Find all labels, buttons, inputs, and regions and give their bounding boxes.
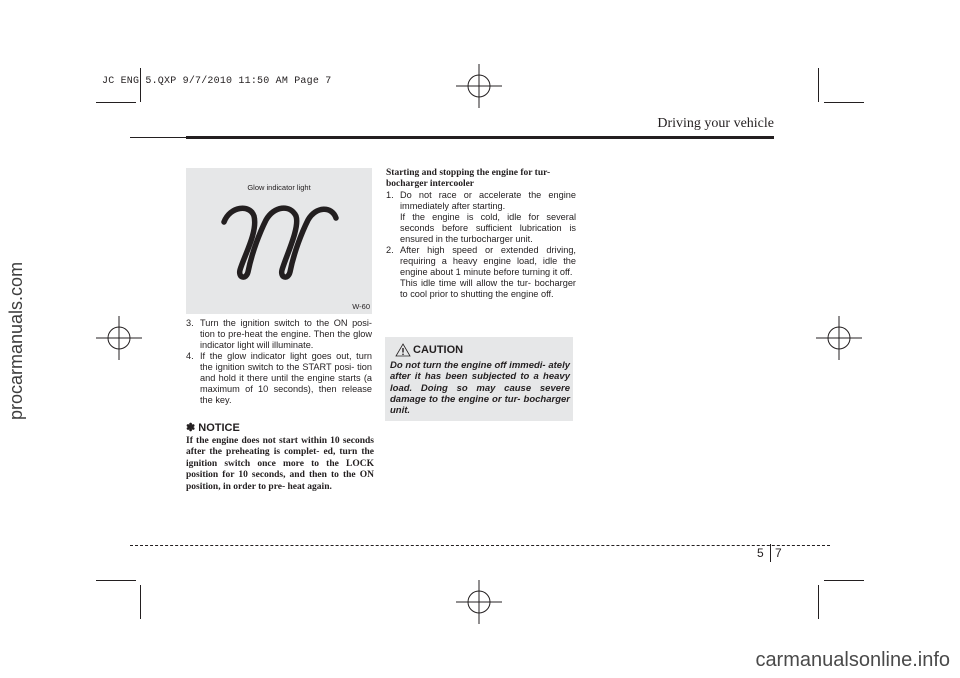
list-item: [386, 245, 576, 278]
registration-mark-right: [816, 316, 862, 360]
crop-mark: [824, 102, 864, 103]
page-in-chapter: 7: [775, 546, 782, 560]
header-rule: [186, 136, 774, 139]
page-number: [757, 546, 764, 560]
figure-caption: Glow indicator light: [247, 183, 311, 192]
list-item: [186, 318, 372, 351]
section-title: Driving your vehicle: [657, 116, 774, 131]
step-text: After high speed or extended driving, requiring a heavy engine load, idle the engine about 1 minute before turning it off.: [400, 245, 576, 277]
registration-mark-left: [96, 316, 142, 360]
glow-plug-coil-icon: [216, 202, 342, 282]
caution-body: Do not turn the engine off immedi- ately after it has been subjected to a heavy load. Doing so may cause severe damage to the engine or tur- bocharger unit.: [390, 360, 570, 417]
footer-dashed-rule: [130, 545, 830, 546]
caution-title: CAUTION: [413, 344, 464, 356]
right-section-heading: Starting and stopping the engine for tur- bocharger intercooler: [386, 168, 551, 189]
crop-mark: [818, 68, 819, 102]
registration-mark-top: [456, 64, 502, 108]
step-number: 1.: [386, 190, 394, 200]
list-item: [186, 351, 372, 406]
crop-mark: [824, 580, 864, 581]
step-subtext: This idle time will allow the tur- bocharger to cool prior to shutting the engine off.: [400, 278, 576, 299]
crop-mark: [818, 585, 819, 619]
step-text: Do not race or accelerate the engine immediately after starting.: [400, 190, 576, 211]
page-number: [775, 546, 782, 560]
caution-box: [385, 337, 573, 421]
glow-indicator-figure: [186, 168, 372, 314]
step-number: 2.: [386, 245, 394, 255]
notice-title: NOTICE: [198, 422, 240, 434]
crop-mark: [140, 585, 141, 619]
step-number: 3.: [186, 318, 194, 328]
notice-heading: [186, 421, 240, 434]
left-step-list: [186, 318, 372, 406]
notice-symbol-icon: ✽: [186, 422, 196, 434]
watermark-text: procarmanuals.com: [6, 261, 26, 420]
page-number-separator: [770, 544, 771, 562]
notice-body: If the engine does not start within 10 seconds after the preheating is complet- ed, turn the ignition switch once more to the LOCK position for 10 seconds, and then to the ON position, in order to pre- heat again.: [186, 436, 374, 492]
list-item: [386, 190, 576, 212]
step-subtext: If the engine is cold, idle for several seconds before sufficient lubrication is ensured in the turbocharger unit.: [400, 212, 576, 244]
step-number: 4.: [186, 351, 194, 361]
warning-triangle-icon: [395, 343, 411, 357]
chapter-number: 5: [757, 546, 764, 560]
print-slug-line: JC ENG 5.QXP 9/7/2010 11:50 AM Page 7: [102, 76, 332, 87]
crop-mark: [96, 102, 136, 103]
step-text: Turn the ignition switch to the ON posi- tion to pre-heat the engine. Then the glow indicator light will illuminate.: [200, 318, 372, 350]
right-step-list: [386, 190, 576, 300]
crop-mark: [96, 580, 136, 581]
step-text: If the glow indicator light goes out, turn the ignition switch to the START posi- tion and hold it there until the engine starts (a maximum of 10 seconds), then release the key.: [200, 351, 372, 405]
figure-code: W-60: [352, 302, 370, 311]
bottom-watermark: carmanualsonline.info: [755, 649, 950, 671]
registration-mark-bottom: [456, 580, 502, 624]
header-rule-thin: [130, 137, 186, 138]
